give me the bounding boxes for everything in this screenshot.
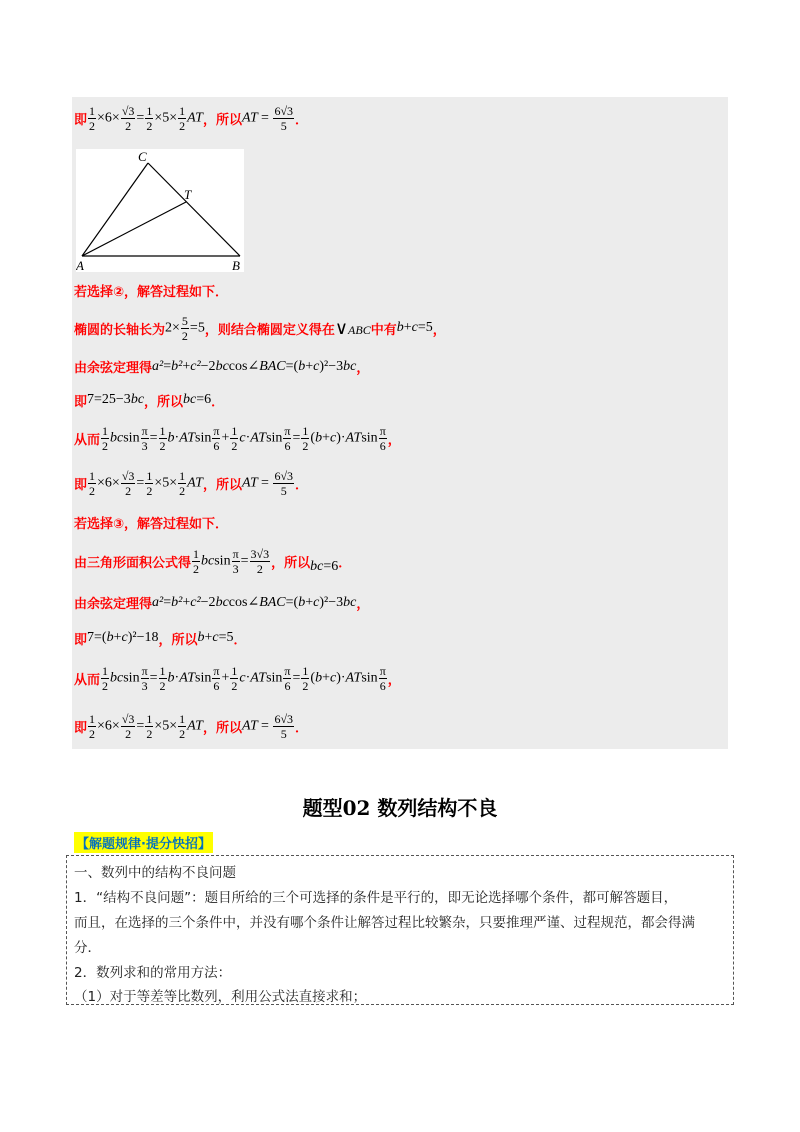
formula: $\frac{1}{2}$ ×6× $\frac{√3}{2}$ = $\frac{1}{2}$ ×5× $\frac{1}{2}$ AT: [89, 103, 203, 133]
solution-line-6: 从而 $\frac{1}{2}$ bcsin $\frac{\pi}{3}$ = $\frac{1}{2}$ b·ATsin $\frac{\pi}{6}$ + $\frac{1}{2}$ c·ATsin $\frac{\pi}{6}$ = $\frac{1}{2}$ (b+c)·ATsin $\frac{\pi}{6}$ ，: [74, 423, 401, 453]
solution-line-4: 由余弦定理得 a²=b²+c²−2bccos∠BAC=(b+c)²−3bc ，: [74, 358, 370, 376]
box-line-4: 分．: [74, 940, 101, 956]
section-title: 题型02 数列结构不良: [302, 796, 498, 820]
solution-line-10: 由余弦定理得 a²=b²+c²−2bccos∠BAC=(b+c)²−3bc ，: [74, 594, 370, 612]
solution-line-8: 若选择③，解答过程如下．: [74, 516, 229, 532]
solution-line-3: 椭圆的长轴长为 2× $\frac{5}{2}$ =5 ，则结合椭圆定义得在 ∨ABC 中有 b+c=5 ，: [74, 313, 446, 343]
solution-line-5: 即 7=25−3bc ，所以 bc=6 ．: [74, 392, 225, 410]
solution-line-11: 即 7=(b+c)²−18 ，所以 b+c=5 ．: [74, 630, 247, 648]
tips-tag: 【解题规律·提分快招】: [74, 832, 213, 853]
box-line-5: 2．数列求和的常用方法：: [74, 965, 232, 981]
solution-line-12: 从而 $\frac{1}{2}$ bcsin $\frac{\pi}{3}$ = $\frac{1}{2}$ b·ATsin $\frac{\pi}{6}$ + $\frac{1}{2}$ c·ATsin $\frac{\pi}{6}$ = $\frac{1}{2}$ (b+c)·ATsin $\frac{\pi}{6}$ ，: [74, 663, 401, 693]
label-b: B: [232, 258, 240, 272]
triangle-figure: [76, 149, 244, 272]
label-t: T: [184, 187, 192, 202]
box-line-2: 1．“结构不良问题”：题目所给的三个可选择的条件是平行的，即无论选择哪个条件，都可解答题目，: [74, 890, 678, 906]
label-c: C: [138, 149, 147, 164]
box-line-6: （1）对于等差等比数列，利用公式法直接求和；: [74, 989, 367, 1005]
solution-line-13: 即 $\frac{1}{2}$ ×6× $\frac{√3}{2}$ = $\frac{1}{2}$ ×5× $\frac{1}{2}$ AT ，所以 AT = $\frac{6√3}{5}$ ．: [74, 711, 309, 741]
solution-line-2: 若选择②，解答过程如下．: [74, 284, 229, 300]
box-line-1: 一、数列中的结构不良问题: [74, 865, 236, 881]
label-a: A: [76, 258, 84, 272]
triangle-diagram: [76, 149, 244, 272]
box-line-3: 而且，在选择的三个条件中，并没有哪个条件让解答过程比较繁杂，只要推理严谨、过程规范，都会得满: [74, 915, 695, 931]
solution-line-9: 由三角形面积公式得 $\frac{1}{2}$ bcsin $\frac{\pi}{3}$ = $\frac{3√3}{2}$ ，所以 bc=6 ．: [74, 546, 352, 576]
solution-line-1: 即 $\frac{1}{2}$ ×6× $\frac{√3}{2}$ = $\frac{1}{2}$ ×5× $\frac{1}{2}$ AT ，所以 AT = $\frac{6√3}{5}$ ．: [74, 103, 309, 133]
solution-line-7: 即 $\frac{1}{2}$ ×6× $\frac{√3}{2}$ = $\frac{1}{2}$ ×5× $\frac{1}{2}$ AT ，所以 AT = $\frac{6√3}{5}$ ．: [74, 468, 309, 498]
